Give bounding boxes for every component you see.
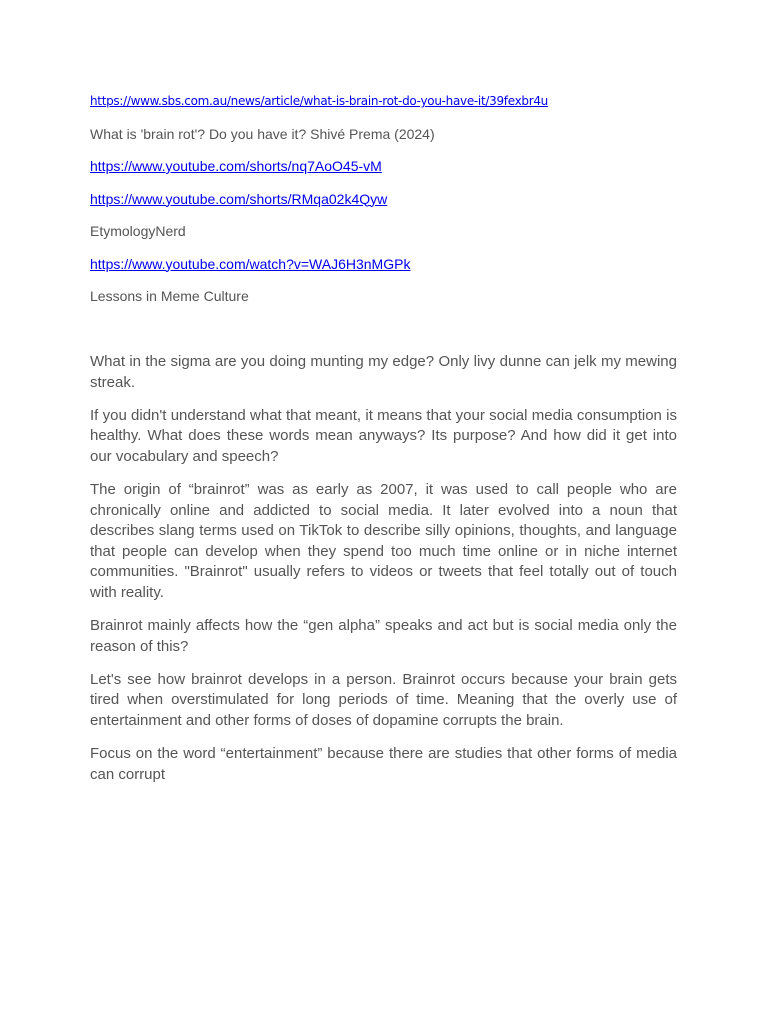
reference-line xyxy=(90,124,677,144)
paragraph: The origin of “brainrot” was as early as 2007, it was used to call people who are chronically online and addicted to social media. It later evolved into a noun that describes slang terms used on TikTok to describe silly opinions, thoughts, and language that people can develop when they spend too much time online or in niche internet communities. "Brainrot" usually refers to videos or tweets that feel totally out of touch with reality. xyxy=(90,480,677,601)
essay-body xyxy=(90,352,677,798)
paragraph: If you didn't understand what that meant, it means that your social media consumption is healthy. What does these words mean anyways? Its purpose? And how did it get into our vocabulary and speech? xyxy=(90,406,677,465)
paragraph: Let's see how brainrot develops in a person. Brainrot occurs because your brain gets tired when overstimulated for long periods of time. Meaning that the overly use of entertainment and other forms of doses of dopamine corrupts the brain. xyxy=(90,670,677,729)
channel-citation: EtymologyNerd xyxy=(90,223,186,239)
reference-line xyxy=(90,254,677,274)
reference-line xyxy=(90,156,677,176)
youtube-short-link-1[interactable]: https://www.youtube.com/shorts/nq7AoO45-vM xyxy=(90,158,382,174)
sbs-article-link[interactable]: https://www.sbs.com.au/news/article/what-is-brain-rot-do-you-have-it/39fexbr4u xyxy=(90,94,548,108)
paragraph: What in the sigma are you doing munting my edge? Only livy dunne can jelk my mewing streak. xyxy=(90,353,677,391)
youtube-short-link-2[interactable]: https://www.youtube.com/shorts/RMqa02k4Qyw xyxy=(90,190,388,207)
video-citation: Lessons in Meme Culture xyxy=(90,288,249,304)
references-section xyxy=(90,90,677,319)
reference-line xyxy=(90,221,677,241)
paragraph: Brainrot mainly affects how the “gen alpha” speaks and act but is social media only the reason of this? xyxy=(90,617,677,655)
youtube-video-link[interactable]: https://www.youtube.com/watch?v=WAJ6H3nMGPk xyxy=(90,255,411,272)
reference-line xyxy=(90,189,677,209)
reference-line xyxy=(90,90,677,111)
article-citation: What is 'brain rot'? Do you have it? Shivé Prema (2024) xyxy=(90,125,435,142)
reference-line xyxy=(90,286,677,306)
paragraph: Focus on the word “entertainment” because there are studies that other forms of media can corrupt xyxy=(90,745,677,783)
